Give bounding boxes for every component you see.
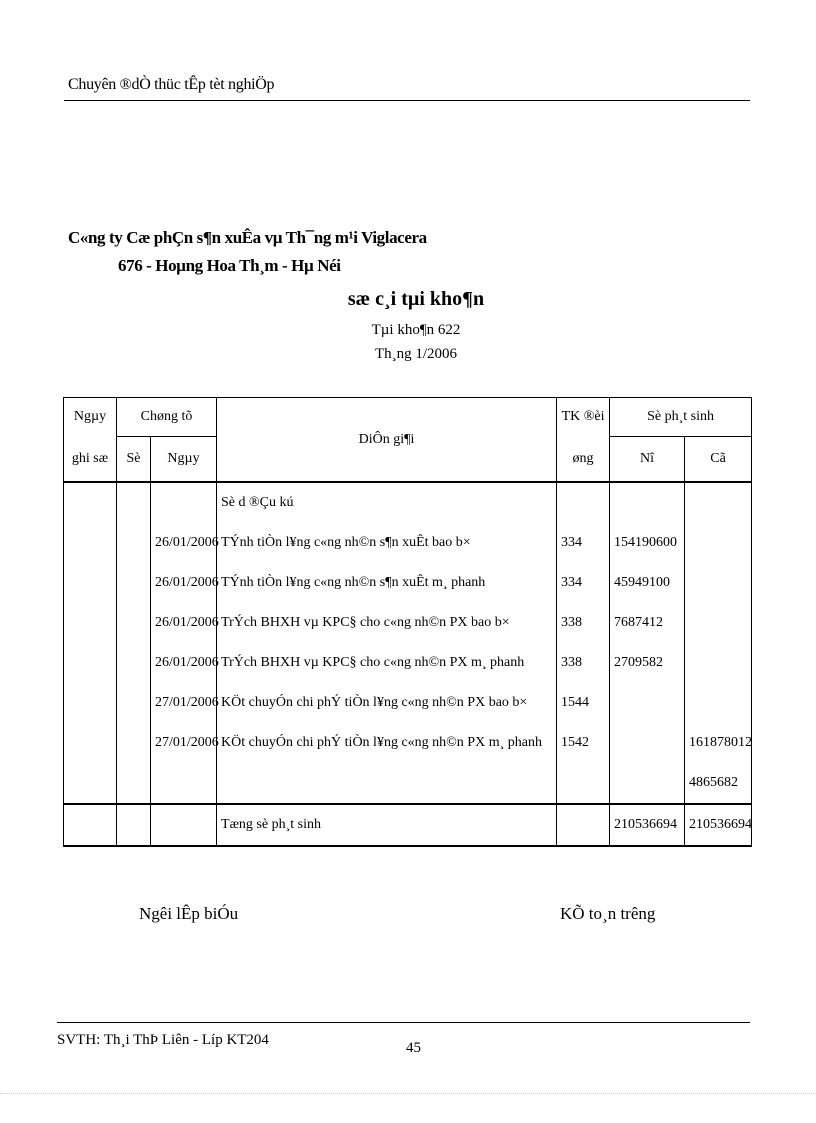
row-description: TrÝch BHXH vµ KPC§ cho c«ng nh©n PX m¸ phanh [217,643,557,683]
row-date: 27/01/2006 [151,683,217,723]
row-description: KÖt chuyÓn chi phÝ tiÒn l¥ng c«ng nh©n PX bao b× [217,683,557,723]
page-bottom-divider [0,1093,816,1094]
footer-rule [57,1022,750,1023]
row-date: 26/01/2006 [151,563,217,603]
row-account: 338 [557,603,610,643]
header-voucher: Chøng tõ [117,398,217,437]
row-debit [610,763,685,804]
table-row [64,723,752,763]
row-debit: 45949100 [610,563,685,603]
table-row-total [64,804,752,846]
opening-balance-label: Sè d ®Çu kú [217,482,557,523]
row-account: 1542 [557,723,610,763]
ledger-table [63,397,752,847]
row-description [217,763,557,804]
row-date: 26/01/2006 [151,523,217,563]
table-row [64,523,752,563]
chief-accountant-signature-label: KÕ to¸n trêng [560,904,656,923]
preparer-signature-label: Ngêi lÊp biÓu [139,904,239,923]
ledger-title: sæ c¸i tµi kho¶n [347,288,485,310]
account-label: Tµi kho¶n 622 [371,322,461,338]
row-account: 334 [557,563,610,603]
row-date [151,763,217,804]
row-credit [685,563,752,603]
total-label: Tæng sè ph¸t sinh [217,804,557,846]
row-account: 1544 [557,683,610,723]
header-date-recorded: Ngµy [64,398,117,437]
row-account [557,763,610,804]
header-voucher-date: Ngµy [151,437,217,483]
footer-author: SVTH: Th¸i ThÞ Liên - Líp KT204 [57,1032,269,1048]
header-debit: Nî [610,437,685,483]
company-address: 676 - Hoµng Hoa Th¸m - Hµ Néi [118,256,341,275]
header-date-recorded-2: ghi sæ [64,437,117,483]
row-debit [610,723,685,763]
header-description: DiÔn gi¶i [217,398,557,483]
table-row [64,563,752,603]
row-credit [685,603,752,643]
total-credit: 210536694 [685,804,752,846]
row-account: 338 [557,643,610,683]
month-label: Th¸ng 1/2006 [374,346,458,362]
page-number: 45 [406,1040,421,1056]
row-date: 26/01/2006 [151,603,217,643]
header-voucher-no: Sè [117,437,151,483]
row-debit: 2709582 [610,643,685,683]
header-credit: Cã [685,437,752,483]
row-account: 334 [557,523,610,563]
header-amount: Sè ph¸t sinh [610,398,752,437]
table-row [64,683,752,723]
row-credit [685,683,752,723]
row-credit: 4865682 [685,763,752,804]
table-row [64,763,752,804]
row-debit: 154190600 [610,523,685,563]
table-row-opening [64,482,752,523]
row-date: 27/01/2006 [151,723,217,763]
header-contra-account-2: øng [557,437,610,483]
row-description: TÝnh tiÒn l¥ng c«ng nh©n s¶n xuÊt m¸ phanh [217,563,557,603]
row-debit [610,683,685,723]
row-date: 26/01/2006 [151,643,217,683]
header-rule [64,100,750,101]
row-credit [685,523,752,563]
company-name: C«ng ty Cæ phÇn s¶n xuÊa vµ Th¯ng m¹i Viglacera [68,228,427,247]
table-row [64,603,752,643]
total-debit: 210536694 [610,804,685,846]
row-description: TÝnh tiÒn l¥ng c«ng nh©n s¶n xuÊt bao b× [217,523,557,563]
row-credit [685,643,752,683]
row-credit: 161878012 [685,723,752,763]
table-row [64,643,752,683]
row-description: KÖt chuyÓn chi phÝ tiÒn l¥ng c«ng nh©n PX m¸ phanh [217,723,557,763]
page-header-title: Chuyên ®dÒ thüc tÊp tèt nghiÖp [68,76,275,93]
header-contra-account: TK ®èi [557,398,610,437]
row-description: TrÝch BHXH vµ KPC§ cho c«ng nh©n PX bao b× [217,603,557,643]
row-debit: 7687412 [610,603,685,643]
